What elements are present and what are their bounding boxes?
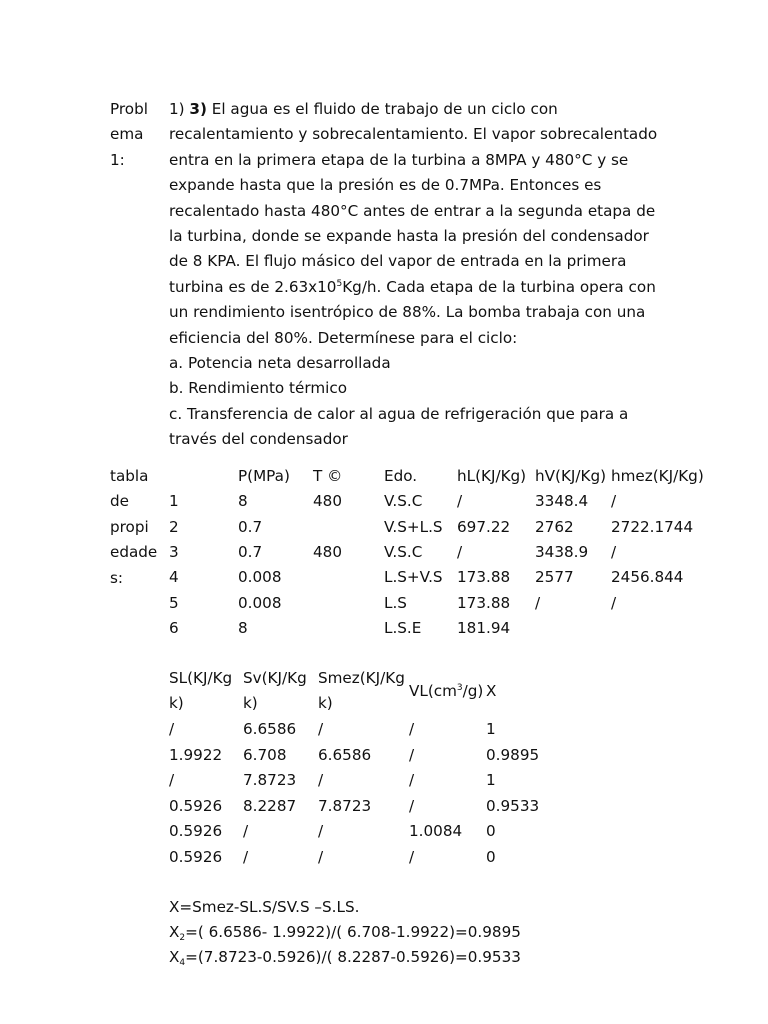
table1-cell: 2577 (535, 568, 574, 587)
table1-header-temperature: T © (313, 467, 343, 485)
eq-x2-sub: 2 (179, 933, 186, 943)
table1-header-hv: hV(KJ/Kg) (535, 467, 607, 485)
table1-cell: V.S.C (384, 542, 423, 561)
table2-cell: / (409, 847, 415, 866)
table2-cell: 0.5926 (169, 847, 223, 866)
table1-cell: 0.008 (238, 593, 282, 612)
flow-text: turbina es de 2.63x10 (169, 277, 337, 296)
table1-cell: 480 (313, 542, 342, 561)
table2-header-sl: SL(KJ/Kg (169, 669, 233, 687)
problem-line: recalentado hasta 480°C antes de entrar a la segunda etapa de (169, 201, 656, 220)
problem-line: eficiencia del 80%. Determínese para el ciclo: (169, 328, 518, 347)
vl-text: VL(cm (409, 682, 457, 700)
table1-cell: 480 (313, 492, 342, 511)
problem-label (110, 97, 166, 173)
table1-cell: 2456.844 (611, 568, 684, 587)
table2-cell: / (409, 720, 415, 738)
table2-cell: / (409, 745, 415, 764)
table2-cell: 1.9922 (169, 745, 223, 764)
table1-cell: 0.7 (238, 542, 263, 561)
table2-header-smez-unit: k) (318, 694, 333, 712)
table1-header-pressure: P(MPa) (238, 467, 290, 485)
table1-cell: 0.7 (238, 517, 263, 536)
table2-cell: / (169, 720, 175, 738)
eq-x2-rest: =( 6.6586- 1.9922)/( 6.708-1.9922)=0.9895 (185, 923, 521, 941)
table2-cell: / (318, 720, 324, 738)
table2-cell: 7.8723 (243, 771, 297, 789)
table2-cell: / (169, 771, 175, 789)
problem-line: de 8 KPA. El flujo másico del vapor de entrada en la primera (169, 252, 627, 271)
table2-header-x: X (486, 682, 497, 700)
table2-cell: 0 (486, 847, 496, 866)
problem-line-text: El agua es el fluido de trabajo de un ciclo con (206, 100, 558, 118)
table2-cell: 0.9895 (486, 745, 540, 764)
table1-cell: 0.008 (238, 568, 282, 587)
table1-header-hmez: hmez(KJ/Kg) (611, 467, 704, 485)
table1-cell: 3348.4 (535, 492, 589, 511)
equation-definition: X=Smez-SL.S/SV.S –S.LS. (169, 898, 360, 916)
problem-statement (169, 97, 669, 453)
table2-cell: / (409, 796, 415, 815)
table2-header-vl (409, 679, 483, 704)
table1-cell: / (611, 542, 617, 561)
table1-cell: L.S.E (384, 618, 422, 637)
table1-cell: L.S (384, 593, 407, 612)
table1-cell: V.S+L.S (384, 517, 443, 536)
table1-cell: / (457, 492, 463, 511)
problem-flow-line (169, 275, 669, 300)
table-label-line: s: (110, 568, 124, 587)
table1-cell: 8 (238, 492, 248, 511)
table1-cell: 173.88 (457, 568, 511, 587)
table2-cell: 1.0084 (409, 822, 463, 840)
table1-cell: / (535, 593, 541, 612)
problem-label-line: Probl (110, 100, 148, 118)
table2-cell: / (318, 822, 324, 840)
table2-header-sl-unit: k) (169, 694, 184, 712)
table2-cell: 1 (486, 771, 496, 789)
table1-header-hl: hL(KJ/Kg) (457, 467, 527, 485)
problem-number: 1) (169, 100, 185, 118)
table2-cell: / (243, 847, 249, 866)
table-label (110, 464, 166, 591)
table2-cell: 0.5926 (169, 822, 223, 840)
table2-cell: 8.2287 (243, 796, 297, 815)
table2-cell: 6.6586 (243, 720, 297, 738)
table-label-line: edade (110, 543, 158, 562)
table2-header-sv-unit: k) (243, 694, 258, 712)
table2-cell: / (318, 771, 324, 789)
flow-text-rest: Kg/h. Cada etapa de la turbina opera con (342, 277, 656, 296)
table1-cell: 2722.1744 (611, 517, 694, 536)
table2-cell: / (409, 771, 415, 789)
table2-header-smez: Smez(KJ/Kg (318, 669, 405, 687)
table2-cell: / (243, 822, 249, 840)
problem-label-line: ema (110, 125, 144, 144)
problem-line: entra en la primera etapa de la turbina a 8MPA y 480°C y se (169, 150, 629, 169)
eq-x4-sub: 4 (179, 958, 186, 968)
problem-line: expande hasta que la presión es de 0.7MPa. Entonces es (169, 176, 602, 195)
table1-cell: 697.22 (457, 517, 511, 536)
table2-cell: 0.5926 (169, 796, 223, 815)
table1-cell: / (611, 593, 617, 612)
table1-cell: / (611, 492, 617, 511)
table1-cell: 4 (169, 568, 179, 587)
problem-label-line: 1: (110, 150, 125, 169)
flow-exponent: 5 (336, 278, 343, 289)
table1-cell: 181.94 (457, 618, 511, 637)
problem-first-line (169, 97, 669, 122)
table1-cell: 3438.9 (535, 542, 589, 561)
table2-cell: 6.6586 (318, 745, 372, 764)
table-label-line: propi (110, 517, 149, 536)
table1-header-state: Edo. (384, 467, 418, 485)
table1-cell: 173.88 (457, 593, 511, 612)
table2-cell: 7.8723 (318, 796, 372, 815)
problem-line: un rendimiento isentrópico de 88%. La bomba trabaja con una (169, 303, 646, 322)
table1-cell: 2762 (535, 517, 574, 536)
eq-x4-rest: =(7.8723-0.5926)/( 8.2287-0.5926)=0.9533 (185, 948, 521, 966)
table1-cell: V.S.C (384, 492, 423, 511)
table2-header-sv: Sv(KJ/Kg (243, 669, 307, 687)
table1-cell: 8 (238, 618, 248, 637)
table1-cell: / (457, 542, 463, 561)
table2-cell: / (318, 847, 324, 866)
table1-cell: L.S+V.S (384, 568, 443, 587)
vl-exponent: 3 (456, 683, 463, 693)
problem-item-c-cont: través del condensador (169, 430, 348, 449)
problem-line: recalentamiento y sobrecalentamiento. El vapor sobrecalentado (169, 125, 658, 144)
table2-cell: 1 (486, 720, 496, 738)
problem-number-bold: 3) (189, 100, 207, 118)
table2-cell: 6.708 (243, 745, 287, 764)
problem-item-a: a. Potencia neta desarrollada (169, 354, 391, 373)
table1-cell: 6 (169, 618, 179, 637)
table1-cell: 3 (169, 542, 179, 561)
eq-x4-base: X (169, 948, 180, 966)
problem-line: la turbina, donde se expande hasta la presión del condensador (169, 227, 649, 246)
table-label-line: tabla (110, 467, 149, 485)
equation-x2 (169, 920, 521, 945)
equation-x4 (169, 945, 521, 970)
table1-cell: 2 (169, 517, 179, 536)
vl-unit-tail: /g) (462, 682, 484, 700)
table2-cell: 0.9533 (486, 796, 540, 815)
table1-cell: 1 (169, 492, 179, 511)
table-label-line: de (110, 492, 129, 511)
problem-item-c: c. Transferencia de calor al agua de refrigeración que para a (169, 404, 629, 423)
eq-x2-base: X (169, 923, 180, 941)
problem-item-b: b. Rendimiento térmico (169, 379, 347, 398)
table2-cell: 0 (486, 822, 496, 840)
table1-cell: 5 (169, 593, 179, 612)
